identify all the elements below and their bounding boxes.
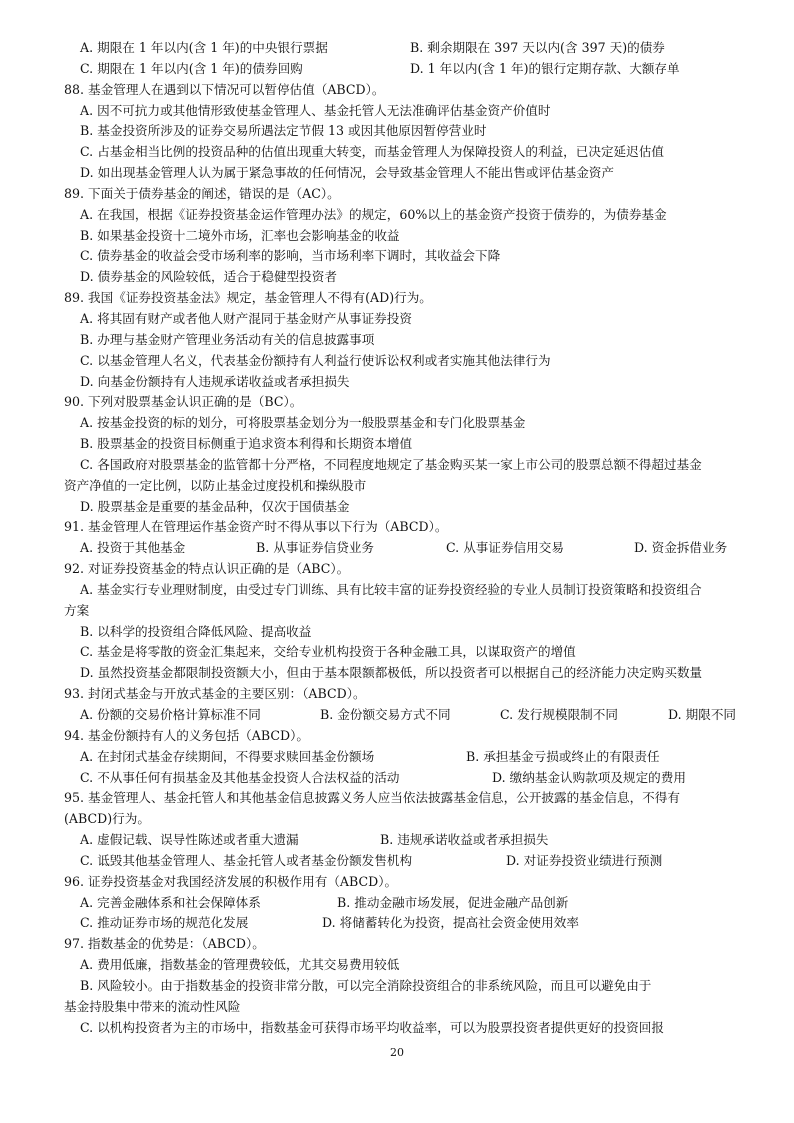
question-line: 97. 指数基金的优势是：（ABCD）。 [64,936,265,952]
document-body [64,38,764,1039]
continuation-line: (ABCD)行为。 [64,811,150,827]
question-line: 92. 对证券投资基金的特点认识正确的是（ABC）。 [64,561,350,577]
option-item: C. 发行规模限制不同 [500,707,618,722]
question-line: 90. 下列对股票基金认识正确的是（BC）。 [64,394,303,410]
continuation-line: 方案 [64,602,90,618]
continuation-line: 基金持股集中带来的流动性风险 [64,998,241,1014]
option-row [64,893,764,914]
question-line: 89. 下面关于债券基金的阐述，错误的是（AC）。 [64,185,340,201]
option-line: B. 如果基金投资十二境外市场，汇率也会影响基金的收益 [80,227,400,243]
option-item: B. 推动金融市场发展，促进金融产品创新 [337,894,569,910]
page-number: 20 [390,1046,404,1059]
option-item: D. 资金拆借业务 [634,540,728,556]
option-line: C. 以基金管理人名义，代表基金份额持有人利益行使诉讼权利或者实施其他法律行为 [80,352,551,368]
option-item: B. 剩余期限在 397 天以内(含 397 天)的债券 [410,40,665,55]
option-line: A. 将其固有财产或者他人财产混同于基金财产从事证券投资 [80,310,412,326]
question-line: 94. 基金份额持有人的义务包括（ABCD）。 [64,727,309,743]
option-line: D. 股票基金是重要的基金品种，仅次于国债基金 [80,498,350,514]
option-item: A. 份额的交易价格计算标准不同 [80,707,261,722]
option-item: B. 承担基金亏损或终止的有限责任 [466,748,660,764]
option-line: A. 费用低廉，指数基金的管理费较低，尤其交易费用较低 [80,957,400,973]
option-item: A. 虚假记载、误导性陈述或者重大遗漏 [80,832,299,848]
option-line: A. 按基金投资的标的划分，可将股票基金划分为一般股票基金和专门化股票基金 [80,415,526,431]
option-item: B. 从事证券信贷业务 [256,540,375,556]
option-row [64,747,764,768]
option-line: C. 以机构投资者为主的市场中，指数基金可获得市场平均收益率，可以为股票投资者提供更好的投资回报 [80,1019,664,1035]
option-line: D. 债券基金的风险较低，适合于稳健型投资者 [80,269,337,285]
option-item: D. 期限不同 [668,707,737,722]
option-item: C. 不从事任何有损基金及其他基金投资人合法权益的活动 [80,769,400,785]
option-line: D. 虽然投资基金都限制投资额大小，但由于基本限额都极低，所以投资者可以根据自己的经济能力决定购买数量 [80,665,703,681]
option-line: C. 各国政府对股票基金的监管都十分严格，不同程度地规定了基金购买某一家上市公司的股票总额不得超过基金 [80,456,702,472]
option-item: D. 将储蓄转化为投资，提高社会资金使用效率 [322,915,579,931]
option-line: C. 基金是将零散的资金汇集起来，交给专业机构投资于各种金融工具，以谋取资产的增值 [80,644,576,660]
question-line: 93. 封闭式基金与开放式基金的主要区别：（ABCD）。 [64,686,366,702]
option-row [64,768,764,789]
option-row [64,830,764,851]
option-item: C. 期限在 1 年以内(含 1 年)的债券回购 [80,60,303,76]
option-row [64,38,764,59]
question-line: 89. 我国《证券投资基金法》规定，基金管理人不得有(AD)行为。 [64,290,432,306]
option-item: A. 期限在 1 年以内(含 1 年)的中央银行票据 [80,40,328,55]
question-line: 95. 基金管理人、基金托管人和其他基金信息披露义务人应当依法披露基金信息，公开披露的基金信息，不得有 [64,790,680,806]
option-item: D. 1 年以内(含 1 年)的银行定期存款、大额存单 [410,60,680,76]
option-row [64,913,764,934]
question-line: 91. 基金管理人在管理运作基金资产时不得从事以下行为（ABCD）。 [64,519,448,535]
option-item: C. 诋毁其他基金管理人、基金托管人或者基金份额发售机构 [80,852,413,868]
option-row [64,59,764,80]
option-item: C. 推动证券市场的规范化发展 [80,915,249,931]
option-item: A. 投资于其他基金 [80,540,186,556]
option-item: A. 在封闭式基金存续期间，不得要求赎回基金份额场 [80,748,375,764]
option-line: A. 因不可抗力或其他情形致使基金管理人、基金托管人无法准确评估基金资产价值时 [80,102,551,118]
option-line: B. 风险较小。由于指数基金的投资非常分散，可以完全消除投资组合的非系统风险，而且可以避免由于 [80,977,652,993]
option-item: B. 违规承诺收益或者承担损失 [380,832,549,848]
option-line: B. 基金投资所涉及的证券交易所遇法定节假 13 或因其他原因暂停营业时 [80,123,487,139]
question-line: 88. 基金管理人在遇到以下情况可以暂停估值（ABCD）。 [64,81,385,97]
option-item: D. 缴纳基金认购款项及规定的费用 [492,769,686,785]
option-line: C. 占基金相当比例的投资品种的估值出现重大转变，而基金管理人为保障投资人的利益，已决定延迟估值 [80,144,664,160]
option-item: D. 对证券投资业绩进行预测 [506,852,663,868]
option-line: A. 基金实行专业理财制度，由受过专门训练、具有比较丰富的证券投资经验的专业人员制订投资策略和投资组合 [80,581,702,597]
option-item: C. 从事证券信用交易 [446,540,564,556]
option-row [64,538,764,559]
continuation-line: 资产净值的一定比例，以防止基金过度投机和操纵股市 [64,477,367,493]
option-line: D. 向基金份额持有人违规承诺收益或者承担损失 [80,373,350,389]
option-row [64,705,764,726]
option-line: A. 在我国，根据《证券投资基金运作管理办法》的规定，60%以上的基金资产投资于债券的，为债券基金 [80,206,667,222]
option-line: B. 办理与基金财产管理业务活动有关的信息披露事项 [80,331,375,347]
option-line: C. 债券基金的收益会受市场利率的影响，当市场利率下调时，其收益会下降 [80,248,501,264]
option-row [64,851,764,872]
option-line: B. 以科学的投资组合降低风险、提高收益 [80,623,312,639]
question-line: 96. 证券投资基金对我国经济发展的积极作用有（ABCD）。 [64,873,398,889]
option-item: B. 金份额交易方式不同 [320,707,451,722]
option-item: A. 完善金融体系和社会保障体系 [80,894,261,910]
option-line: B. 股票基金的投资目标侧重于追求资本利得和长期资本增值 [80,436,413,452]
option-line: D. 如出现基金管理人认为属于紧急事故的任何情况，会导致基金管理人不能出售或评估基金资产 [80,165,614,181]
